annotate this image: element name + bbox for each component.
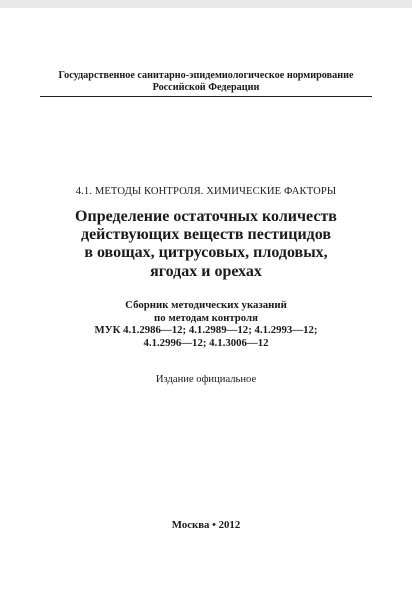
subtitle-line-1: Сборник методических указаний [125, 299, 287, 311]
document-title [30, 208, 382, 281]
title-line-2: действующих веществ пестицидов [80, 226, 332, 244]
title-line-1: Определение остаточных количеств [75, 208, 337, 225]
title-line-3: в овощах, цитрусовых, плодовых, [84, 244, 328, 262]
subtitle-line-3: МУК 4.1.2986—12; 4.1.2989—12; 4.1.2993—12; [94, 324, 318, 337]
subtitle-line-2: по методам контроля [154, 311, 258, 324]
issuer-header-line-1: Государственное санитарно-эпидемиологическое нормирование [58, 70, 354, 81]
document-subtitle [30, 299, 382, 349]
title-line-4: ягодах и орехах [150, 262, 262, 280]
edition-note: Издание официальное [155, 374, 257, 385]
scan-top-edge [0, 0, 412, 8]
subtitle-line-4: 4.1.2996—12; 4.1.3006—12 [143, 336, 269, 349]
issuer-header [40, 70, 372, 94]
issuer-header-line-2: Российской Федерации [152, 82, 260, 93]
publication-place-year: Москва • 2012 [171, 519, 241, 531]
section-label: 4.1. МЕТОДЫ КОНТРОЛЯ. ХИМИЧЕСКИЕ ФАКТОРЫ [75, 186, 337, 197]
header-divider [40, 96, 372, 97]
